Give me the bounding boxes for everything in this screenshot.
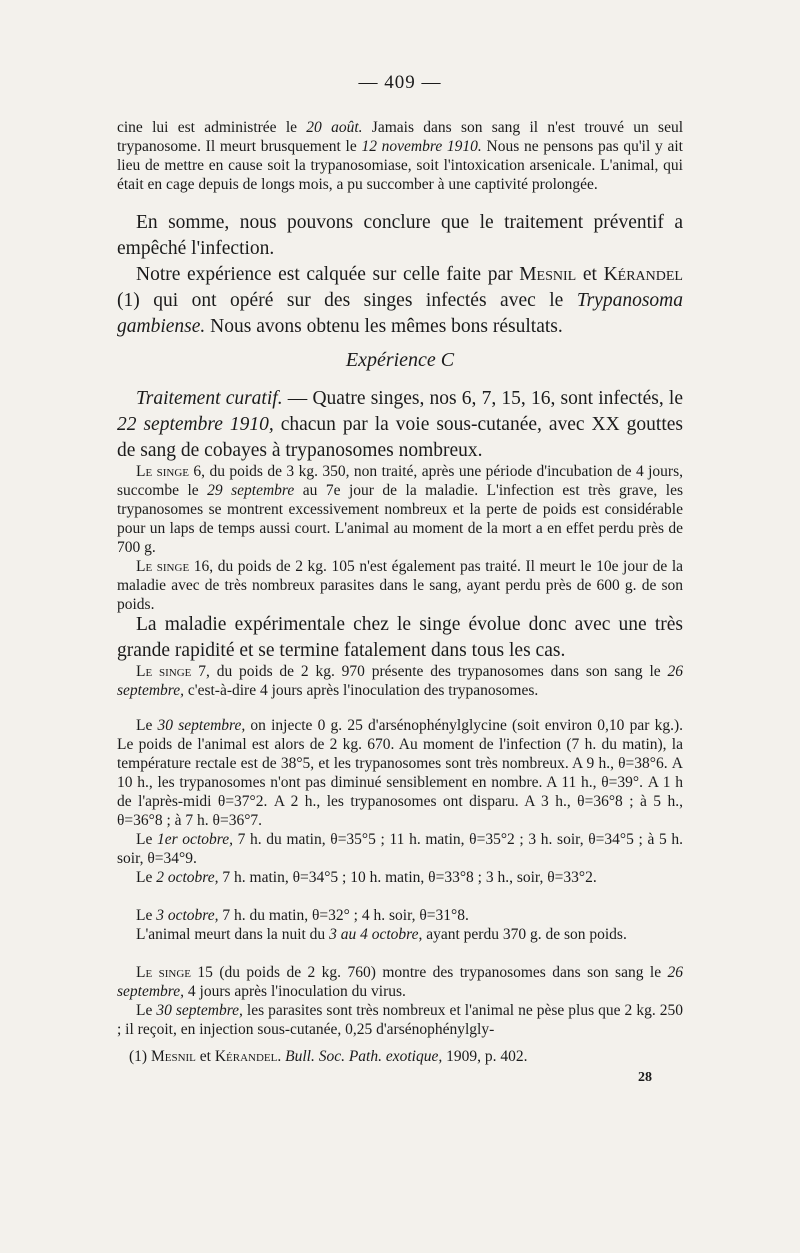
species-name: Trypanosoma gambiense.	[117, 290, 683, 337]
paragraph-12	[117, 906, 683, 925]
text: 1909, p. 402.	[442, 1048, 528, 1065]
date: 22 septembre 1910,	[117, 414, 274, 435]
text: (1) qui ont opéré sur des singes infectés avec le	[117, 290, 577, 311]
text: L'animal meurt dans la nuit du	[136, 926, 330, 943]
text: chacun par la voie sous-cutanée, avec XX gouttes de sang de cobayes à trypanosomes nombreux.	[117, 414, 683, 461]
text: Nous ne pensons pas qu'il y ait lieu de mettre en cause soit la trypanosomiase, soit l'intoxication arsenicale. L'animal, qui était en cage depuis de longs mois, a pu succomber à une captivité prolongée.	[117, 138, 683, 193]
text: 7, du poids de 2 kg. 970 présente des trypanosomes dans son sang le	[191, 663, 668, 680]
text: 7 h. du matin, θ=35°5 ; 11 h. matin, θ=35°2 ; 3 h. soir, θ=34°5 ; à 5 h. soir, θ=34°9.	[117, 831, 683, 867]
text: Le	[136, 869, 157, 886]
text: Jamais dans son sang il n'est trouvé un seul trypanosome. Il meurt brusquement le	[117, 119, 684, 155]
date: 1er octobre,	[157, 831, 233, 848]
date: 3 octobre,	[156, 907, 219, 924]
text: cine lui est administrée le	[117, 119, 307, 136]
monkey-label: Le singe	[136, 558, 190, 575]
text: 16, du poids de 2 kg. 105 n'est également pas traité. Il meurt le 10e jour de la maladie avec de très nombreux parasites dans le sang, ayant perdu près de 600 g. de son poids.	[117, 558, 684, 613]
footnote-marker: (1)	[129, 1048, 151, 1065]
text: 4 jours après l'inoculation du virus.	[184, 983, 406, 1000]
subheading: Traitement curatif.	[136, 388, 283, 409]
paragraph-5	[117, 462, 683, 557]
author-name: Kérandel	[603, 264, 683, 285]
monkey-label: Le singe	[136, 663, 192, 680]
text: Le	[136, 717, 158, 734]
text: on injecte 0 g. 25 d'arsénophénylglycine (soit environ 0,10 par kg.). Le poids de l'animal est alors de 2 kg. 670. Au moment de l'infection (7 h. du matin), la température rectale est de 38°5, et les trypanosomes sont très nombreux. A 9 h., θ=38°6. A 10 h., les trypanosomes n'ont pas diminué sensiblement en nombre. A 11 h., θ=39°. A 1 h de l'après-midi θ=37°2. A 2 h., les trypanosomes ont disparu. A 3 h., θ=36°8 ; à 5 h., θ=36°8 ; à 7 h. θ=36°7.	[117, 717, 684, 829]
text: et	[195, 1048, 215, 1065]
page-number: — 409 —	[358, 72, 442, 93]
date: 26 septembre,	[117, 663, 683, 699]
text: Le	[136, 1002, 157, 1019]
paragraph-1	[117, 118, 683, 194]
section-heading: Expérience C	[345, 349, 455, 371]
text: 7 h. du matin, θ=32° ; 4 h. soir, θ=31°8.	[218, 907, 469, 924]
date: 29 septembre	[207, 482, 295, 499]
text: c'est-à-dire 4 jours après l'inoculation des trypanosomes.	[184, 682, 539, 699]
paragraph-4	[117, 386, 683, 464]
text: ayant perdu 370 g. de son poids.	[422, 926, 627, 943]
text: et	[576, 264, 604, 285]
text: Le	[136, 831, 157, 848]
footnote	[117, 1047, 683, 1066]
paragraph-15	[117, 1001, 683, 1039]
author-name: Mesnil	[519, 264, 577, 285]
author-name: Kérandel.	[214, 1048, 282, 1065]
text: Le	[136, 907, 157, 924]
paragraph-14	[117, 963, 683, 1001]
text: Notre expérience est calquée sur celle faite par	[136, 264, 520, 285]
text: au 7e jour de la maladie. L'infection est très grave, les trypanosomes se montrent excessivement nombreux et la perte de poids est considérable pour un laps de temps aussi court. L'animal au moment de la mort a en effet perdu près de 700 g.	[117, 482, 683, 556]
journal-title: Bull. Soc. Path. exotique,	[285, 1048, 443, 1065]
author-name: Mesnil	[150, 1048, 196, 1065]
monkey-label: Le singe	[136, 463, 189, 480]
paragraph-9	[117, 716, 683, 830]
date: 12 novembre 1910.	[361, 138, 482, 155]
section-heading-block	[117, 349, 683, 372]
paragraph-11	[117, 868, 683, 887]
paragraph-7	[117, 612, 683, 664]
conclusion-text: En somme, nous pouvons conclure que le traitement préventif a empêché l'infection.	[117, 212, 683, 259]
text: 15 (du poids de 2 kg. 760) montre des trypanosomes dans son sang le	[191, 964, 668, 981]
text: 7 h. matin, θ=34°5 ; 10 h. matin, θ=33°8 ; 3 h., soir, θ=33°2.	[218, 869, 597, 886]
date: 2 octobre,	[156, 869, 219, 886]
summary-text: La maladie expérimentale chez le singe évolue donc avec une très grande rapidité et se termine fatalement dans tous les cas.	[117, 614, 683, 661]
date: 26 septembre,	[117, 964, 683, 1000]
paragraph-13	[117, 925, 683, 944]
paragraph-6	[117, 557, 683, 614]
paragraph-8	[117, 662, 683, 700]
paragraph-2	[117, 210, 683, 262]
date: 30 septembre,	[157, 717, 246, 734]
signature-mark: 28	[638, 1070, 652, 1085]
text: Nous avons obtenu les mêmes bons résultats.	[205, 316, 563, 337]
text: 6, du poids de 3 kg. 350, non traité, après une période d'incubation de 4 jours, succombe le	[117, 463, 684, 499]
date: 30 septembre,	[156, 1002, 243, 1019]
text: les parasites sont très nombreux et l'animal ne pèse plus que 2 kg. 250 ; il reçoit, en injection sous-cutanée, 0,25 d'arsénophénylgly-	[117, 1002, 683, 1038]
text: — Quatre singes, nos 6, 7, 15, 16, sont infectés, le	[282, 388, 684, 409]
paragraph-3	[117, 262, 683, 340]
date: 20 août.	[306, 119, 363, 136]
monkey-label: Le singe	[136, 964, 191, 981]
paragraph-10	[117, 830, 683, 868]
date: 3 au 4 octobre,	[329, 926, 423, 943]
